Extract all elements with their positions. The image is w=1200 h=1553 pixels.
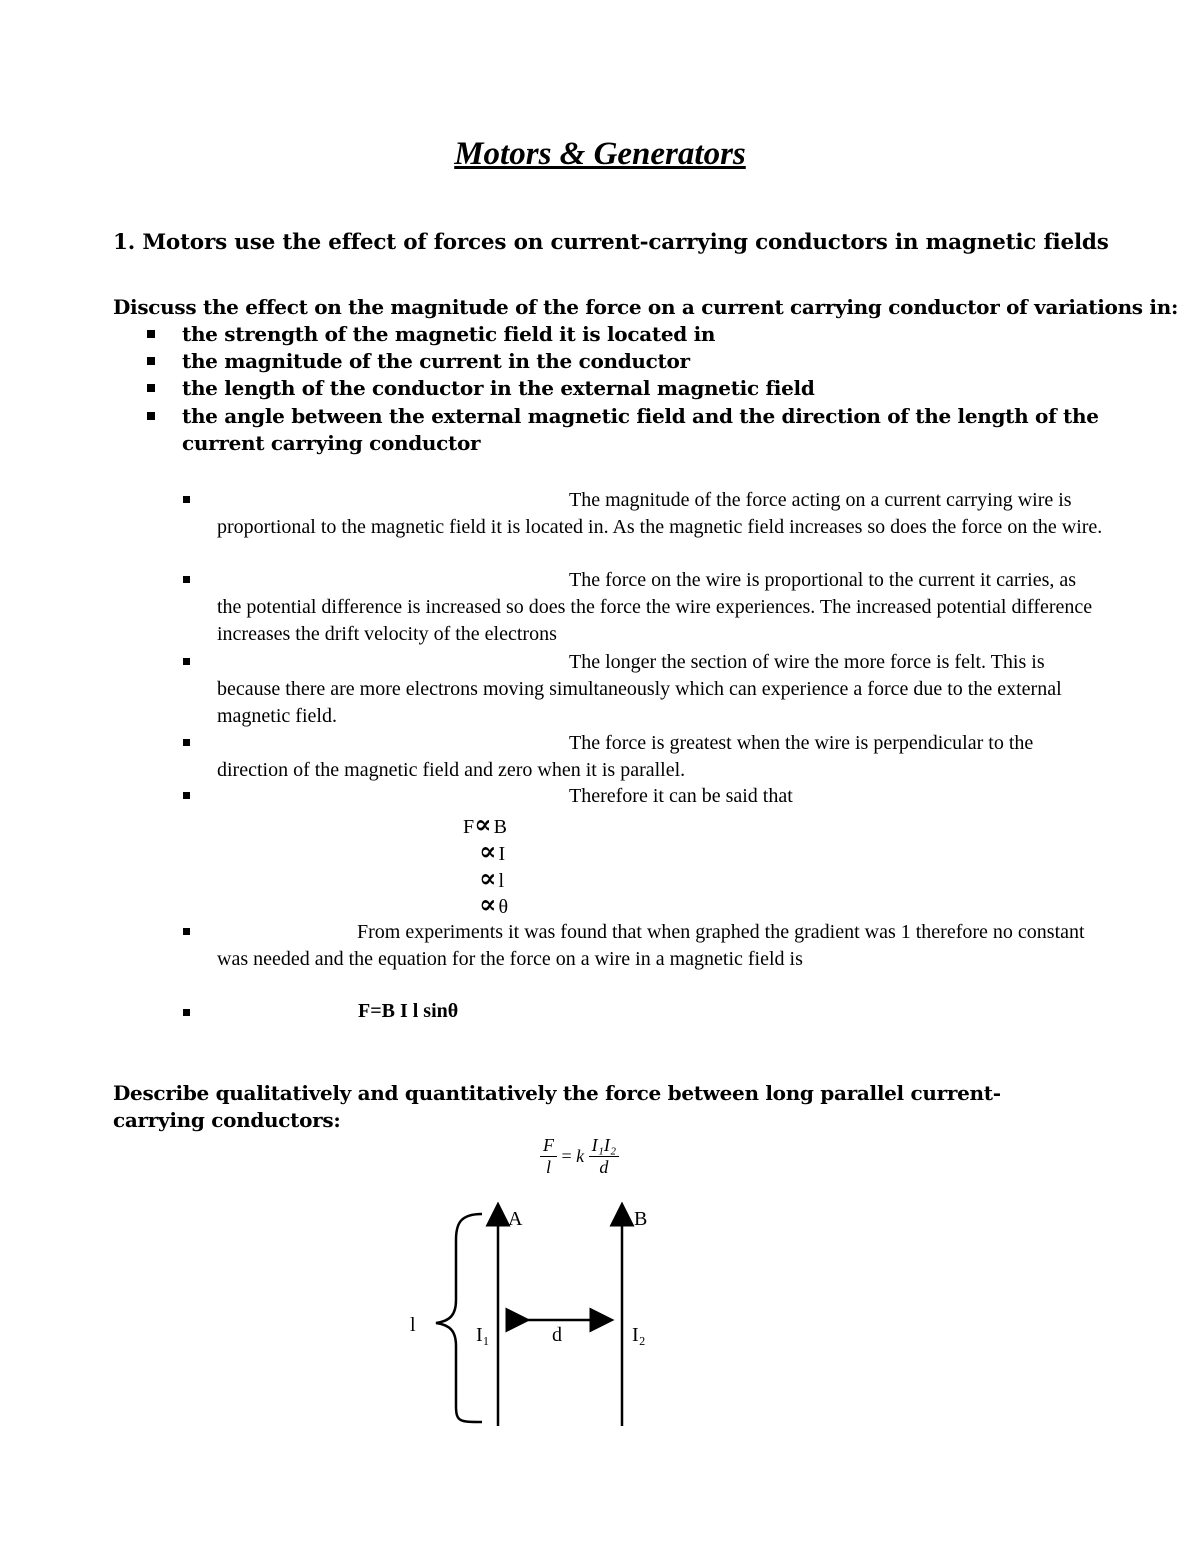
list-item (183, 487, 1103, 541)
bullet-icon (183, 792, 190, 799)
eq-operator: = (561, 1146, 572, 1166)
list-item (147, 321, 1107, 348)
force-per-length-equation (540, 1135, 619, 1178)
eq-numerator-left: F (540, 1135, 557, 1157)
parallel-conductors-diagram (390, 1200, 690, 1435)
proportional-icon: ∝ (479, 837, 494, 866)
label-b: B (634, 1208, 648, 1230)
list-item (183, 919, 1103, 973)
list-item (183, 649, 1103, 730)
section-1-intro: Discuss the effect on the magnitude of the force on a current carrying conductor of variations in: (113, 295, 1179, 319)
list-item-text: the length of the conductor in the external magnetic field (182, 376, 815, 400)
note-text: From experiments it was found that when graphed the gradient was 1 therefore no constant was needed and the equation for the force on a wire in a magnetic field is (217, 921, 1085, 970)
eq-numerator-right: I₁I₂ (589, 1135, 620, 1157)
force-formula: F=B I l sinθ (358, 1000, 459, 1022)
label-a: A (508, 1208, 523, 1230)
label-length: l (410, 1314, 416, 1336)
section-2-heading: Describe qualitatively and quantitatively the force between long parallel current-carrying conductors: (113, 1081, 1001, 1132)
proportional-lhs: F (463, 816, 475, 838)
list-item (147, 348, 1107, 375)
proportional-icon: ∝ (479, 890, 494, 919)
note-text: The force is greatest when the wire is perpendicular to the direction of the magnetic field and zero when it is parallel. (217, 732, 1034, 781)
bullet-icon (183, 576, 190, 583)
proportional-term: I (498, 843, 506, 865)
list-item (183, 730, 1103, 784)
proportional-icon: ∝ (479, 864, 494, 893)
list-item-text: the magnitude of the current in the conductor (182, 349, 690, 373)
section-1-heading: 1. Motors use the effect of forces on current-carrying conductors in magnetic fields (113, 230, 1109, 255)
proportional-row (479, 891, 508, 921)
note-text: The magnitude of the force acting on a current carrying wire is proportional to the magnetic field it is located in. As the magnetic field increases so does the force on the wire. (217, 489, 1103, 538)
label-i2: I₂ (632, 1324, 646, 1346)
eq-denominator-right: d (599, 1157, 609, 1177)
proportional-term: θ (498, 896, 509, 918)
list-item (183, 567, 1103, 648)
list-item-text: the angle between the external magnetic field and the direction of the length of the current carrying conductor (182, 404, 1099, 455)
bullet-icon (183, 1009, 190, 1016)
list-item (147, 403, 1107, 457)
length-brace-icon (436, 1214, 482, 1422)
label-d: d (552, 1324, 562, 1346)
list-item (147, 375, 1107, 402)
bullet-icon (147, 412, 155, 420)
bullet-icon (147, 357, 155, 365)
bullet-icon (183, 928, 190, 935)
eq-denominator-left: l (545, 1157, 551, 1177)
note-text: The force on the wire is proportional to the current it carries, as the potential difference is increased so does the force the wire experiences. The increased potential difference increases the drift velocity of the electrons (217, 569, 1093, 645)
bullet-icon (183, 739, 190, 746)
note-text: The longer the section of wire the more force is felt. This is because there are more electrons moving simultaneously which can experience a force due to the external magnetic field. (217, 651, 1062, 727)
bullet-icon (147, 330, 155, 338)
page-title: Motors & Generators (454, 136, 746, 172)
label-i1: I₁ (476, 1324, 490, 1346)
list-item-text: the strength of the magnetic field it is located in (182, 322, 716, 346)
bullet-icon (183, 658, 190, 665)
eq-constant: k (576, 1146, 585, 1166)
bullet-icon (147, 384, 155, 392)
list-item (183, 783, 1103, 810)
proportional-term: B (493, 816, 507, 838)
bullet-icon (183, 496, 190, 503)
note-text: Therefore it can be said that (569, 785, 793, 807)
proportional-icon: ∝ (474, 810, 489, 839)
proportional-term: l (498, 870, 505, 892)
